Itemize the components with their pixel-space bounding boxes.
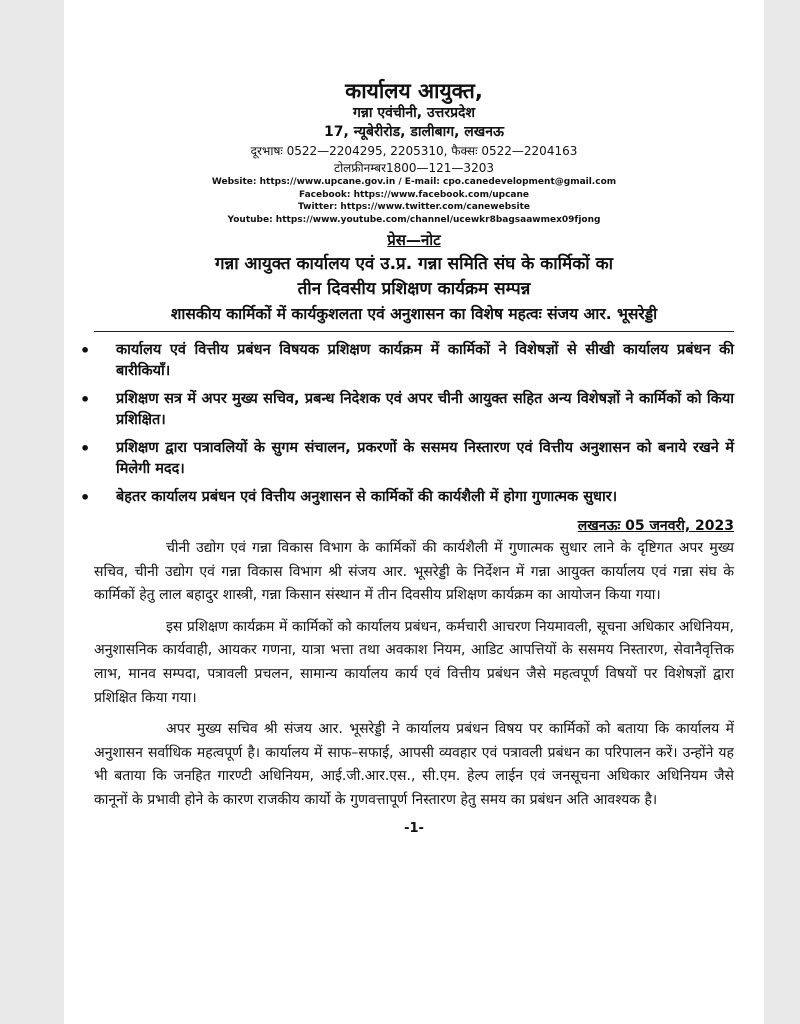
phone-fax: दूरभाषः 0522—2204295, 2205310, फैक्सः 0522—2204163 xyxy=(250,144,578,158)
headline-line-1: गन्ना आयुक्त कार्यालय एवं उ.प्र. गन्ना समिति संघ के कार्मिकों का xyxy=(214,254,614,274)
subheadline: शासकीय कार्मिकों में कार्यकुशलता एवं अनुशासन का विशेष महत्वः संजय आर. भूसरेड्डी xyxy=(94,302,734,332)
department: गन्ना एवंचीनी, उत्तरप्रदेश xyxy=(353,105,475,121)
toll-free: टोलफ्रीनम्बर1800—121—3203 xyxy=(334,161,494,175)
document-page xyxy=(64,0,764,1024)
body-paragraph-3: अपर मुख्य सचिव श्री संजय आर. भूसरेड्डी ने कार्यालय प्रबंधन विषय पर कार्मिकों को बताया कि कार्यालय में अनुशासन सर्वाधिक महत्वपूर्ण है। कार्यालय में साफ–सफाई, आपसी व्यवहार एवं पत्रावली प्रबंधन का परिपालन करें। उन्होंने यह भी बताया कि जनहित गारण्टी अधिनियम, आई.जी.आर.एस., सी.एम. हेल्प लाईन एवं जनसूचना अधिकार अधिनियम जैसे कानूनों के प्रभावी होने के कारण राजकीय कार्यो के गुणवत्तापूर्ण निस्तारण हेतु समय का प्रबंधन अति आवश्यक है। xyxy=(94,721,734,808)
twitter-link: Twitter: https://www.twitter.com/canewebsite xyxy=(298,202,530,212)
youtube-link: Youtube: https://www.youtube.com/channel/ucewkr8bagsaawmex09fjong xyxy=(227,214,601,225)
body-paragraph-1: चीनी उद्योग एवं गन्ना विकास विभाग के कार्मिकों की कार्यशैली में गुणात्मक सुधार लाने के दृष्टिगत अपर मुख्य सचिव, चीनी उद्योग एवं गन्ना विकास विभाग श्री संजय आर. भूसरेड्डी के निर्देशन में गन्ना आयुक्त कार्यालय एवं गन्ना संघ के कार्मिकों हेतु लाल बहादुर शास्त्री, गन्ना किसान संस्थान में तीन दिवसीय प्रशिक्षण कार्यक्रम का आयोजन किया गया। xyxy=(94,540,734,604)
bullet-icon: • xyxy=(80,439,91,458)
website-email: Website: https://www.upcane.gov.in / E-mail: cpo.canedevelopment@gmail.com xyxy=(211,177,617,187)
highlights-list xyxy=(80,340,734,508)
list-item: • बेहतर कार्यालय प्रबंधन एवं वित्तीय अनुशासन से कार्मिकों की कार्यशैली में होगा गुणात्मक सुधार। xyxy=(80,488,618,507)
press-note-label: प्रेस—नोट xyxy=(387,231,441,249)
headline-line-2: तीन दिवसीय प्रशिक्षण कार्यक्रम सम्पन्न xyxy=(297,279,531,299)
body-paragraph-2: इस प्रशिक्षण कार्यक्रम में कार्मिकों को कार्यालय प्रबंधन, कर्मचारी आचरण नियमावली, सूचना अधिकार अधिनियम, अनुशासनिक कार्यवाही, आयकर गणना, यात्रा भत्ता तथा अवकाश नियम, आडिट आपत्तियों के ससमय निस्तारण, सेवानैवृत्तिक लाभ, मानव सम्पदा, पत्रावली प्रचलन, सामान्य कार्यालय कार्य एवं वित्तीय प्रबंधन जैसे महत्वपूर्ण विषयों पर विशेषज्ञों द्वारा प्रशिक्षित किया गया। xyxy=(94,618,734,706)
dateline: लखनऊः 05 जनवरी, 2023 xyxy=(577,518,734,534)
bullet-icon: • xyxy=(80,488,91,507)
bullet-icon: • xyxy=(80,390,91,409)
list-item: • कार्यालय एवं वित्तीय प्रबंधन विषयक प्रशिक्षण कार्यक्रम में कार्मिकों ने विशेषज्ञों से सीखी कार्यालय प्रबंधन की बारीकियाँ। xyxy=(80,341,734,379)
office-title: कार्यालय आयुक्त, xyxy=(345,79,483,103)
bullet-icon: • xyxy=(80,341,91,360)
facebook-link: Facebook: https://www.facebook.com/upcane xyxy=(298,189,530,200)
list-item: • प्रशिक्षण सत्र में अपर मुख्य सचिव, प्रबन्ध निदेशक एवं अपर चीनी आयुक्त सहित अन्य विशेषज्ञों ने कार्मिकों को किया प्रशिक्षित। xyxy=(80,390,734,428)
page-number: -1- xyxy=(404,820,424,836)
list-item: • प्रशिक्षण द्वारा पत्रावलियों के सुगम संचालन, प्रकरणों के ससमय निस्तारण एवं वित्तीय अनुशासन को बनाये रखने में मिलेगी मदद। xyxy=(80,439,734,477)
address: 17, न्यूबेरीरोड, डालीबाग, लखनऊ xyxy=(324,124,504,140)
letterhead xyxy=(94,78,734,332)
